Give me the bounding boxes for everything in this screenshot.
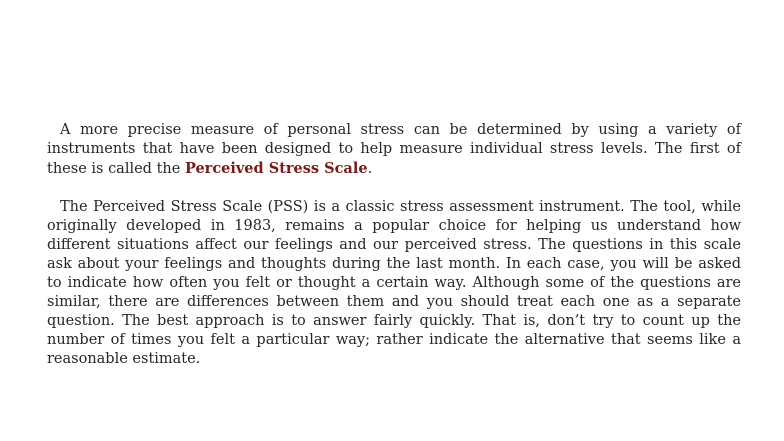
paragraph-intro bbox=[47, 121, 741, 179]
perceived-stress-scale-highlight: Perceived Stress Scale bbox=[184, 160, 368, 177]
body-text bbox=[47, 121, 741, 369]
paragraph-intro-end: . bbox=[367, 161, 373, 177]
paragraph-intro-text: A more precise measure of personal stress can be determined by using a variety of instruments that have been designed to help measure individual stress levels. The first of these is called the bbox=[47, 122, 741, 177]
paragraph-pss-description: The Perceived Stress Scale (PSS) is a classic stress assessment instrument. The tool, while originally developed in 1983, remains a popular choice for helping us understand how different situations affect our feelings and our perceived stress. The questions in this scale ask about your feelings and thoughts during the last month. In each case, you will be asked to indicate how often you felt or thought a certain way. Although some of the questions are similar, there are differences between them and you should treat each one as a separate question. The best approach is to answer fairly quickly. That is, don’t try to count up the number of times you felt a particular way; rather indicate the alternative that seems like a reasonable estimate. bbox=[47, 199, 741, 367]
